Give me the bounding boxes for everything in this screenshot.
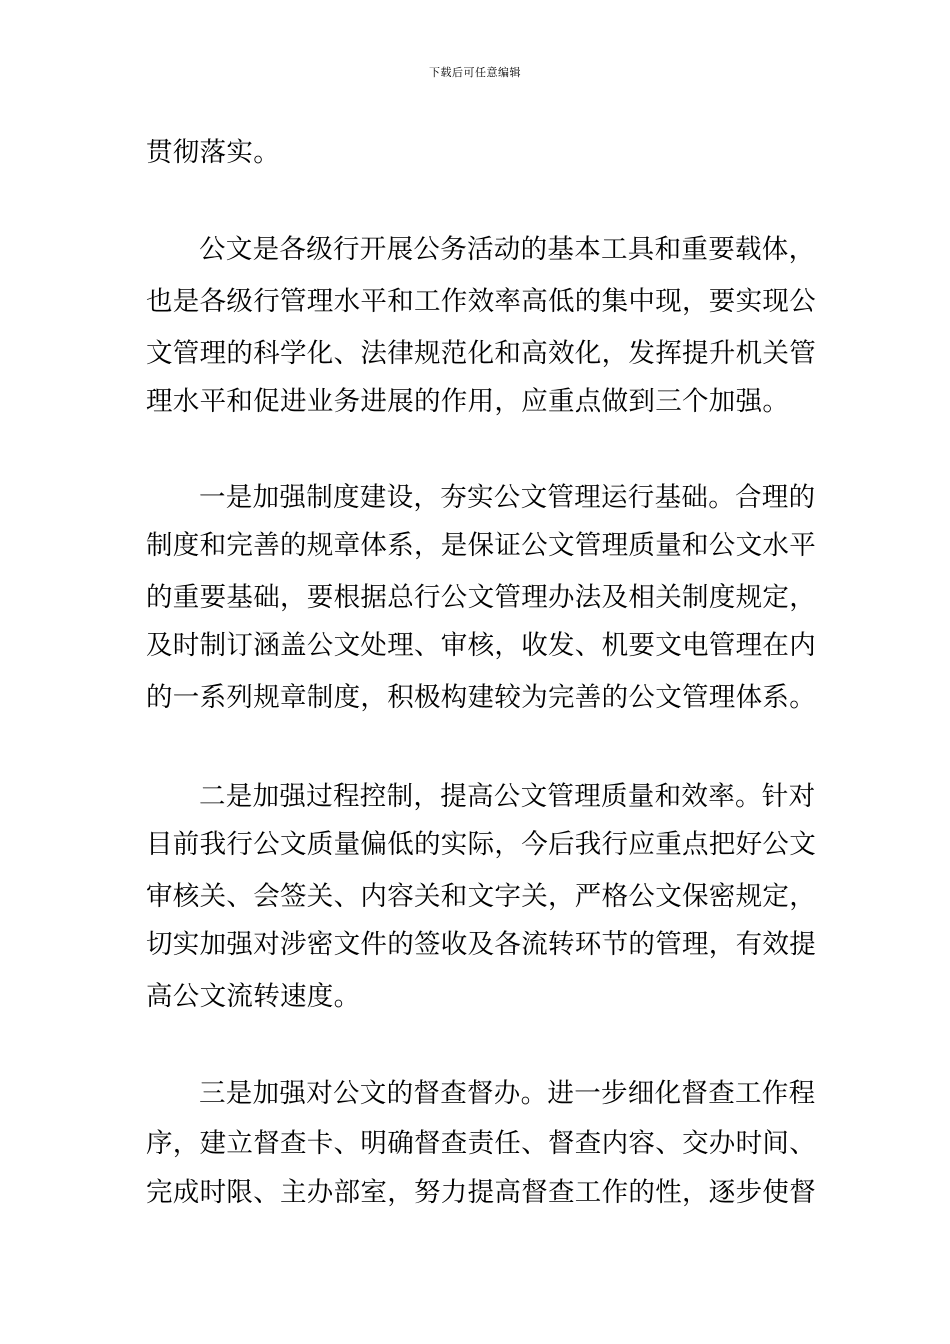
paragraph-line: 序，建立督查卡、明确督查责任、督查内容、交办时间、 <box>146 1128 816 1159</box>
paragraph-line: 切实加强对涉密文件的签收及各流转环节的管理，有效提 <box>146 929 816 960</box>
paragraph-line: 一是加强制度建设，夯实公文管理运行基础。合理的 <box>199 482 816 513</box>
paragraph-line: 理水平和促进业务进展的作用，应重点做到三个加强。 <box>146 386 790 417</box>
paragraph-line: 三是加强对公文的督查督办。进一步细化督查工作程 <box>199 1078 816 1109</box>
paragraph-line: 也是各级行管理水平和工作效率高低的集中现，要实现公 <box>146 286 816 317</box>
paragraph-line: 的一系列规章制度，积极构建较为完善的公文管理体系。 <box>146 682 816 713</box>
paragraph-line: 文管理的科学化、法律规范化和高效化，发挥提升机关管 <box>146 338 816 369</box>
paragraph-line: 审核关、会签关、内容关和文字关，严格公文保密规定， <box>146 881 816 912</box>
paragraph-line: 制度和完善的规章体系，是保证公文管理质量和公文水平 <box>146 530 816 561</box>
paragraph-line: 完成时限、主办部室，努力提高督查工作的性，逐步使督 <box>146 1177 816 1208</box>
paragraph-line: 目前我行公文质量偏低的实际，今后我行应重点把好公文 <box>146 829 816 860</box>
paragraph-line: 的重要基础，要根据总行公文管理办法及相关制度规定， <box>146 582 816 613</box>
page-header: 下载后可任意编辑 <box>429 66 521 79</box>
paragraph-line: 及时制订涵盖公文处理、审核，收发、机要文电管理在内 <box>146 630 816 661</box>
paragraph-line: 二是加强过程控制，提高公文管理质量和效率。针对 <box>199 781 816 812</box>
paragraph-line: 公文是各级行开展公务活动的基本工具和重要载体， <box>199 234 816 265</box>
paragraph-line: 高公文流转速度。 <box>146 981 361 1012</box>
paragraph-line: 贯彻落实。 <box>146 137 280 168</box>
